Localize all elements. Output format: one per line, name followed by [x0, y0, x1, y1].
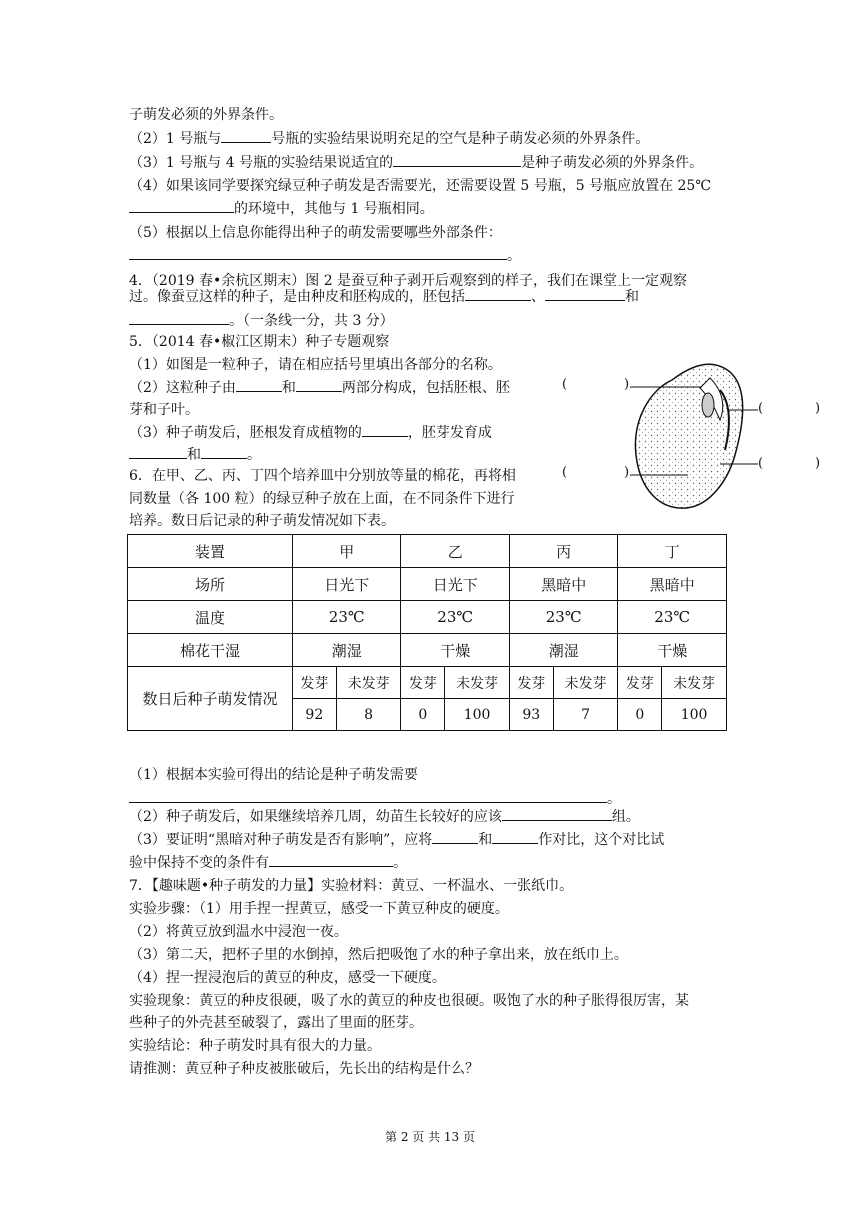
text-line: 子萌发必须的外界条件。 — [129, 107, 283, 123]
table-cell: 潮湿 — [509, 634, 617, 667]
text-span: 是种子萌发必须的外界条件。 — [521, 155, 704, 171]
text-line — [129, 198, 434, 220]
table-cell: 干燥 — [618, 634, 727, 667]
text-span: 和 — [478, 832, 493, 848]
blank[interactable] — [129, 310, 229, 325]
table-cell: 黑暗中 — [618, 568, 727, 601]
radicle-shape — [702, 393, 714, 417]
table-cell: 发芽 — [509, 667, 553, 699]
label-bracket-open: ( — [562, 377, 568, 392]
text-line: （4）捏一捏浸泡后的黄豆的种皮，感受一下硬度。 — [129, 970, 446, 986]
table-row — [128, 667, 727, 699]
blank[interactable] — [129, 788, 607, 803]
blank[interactable] — [269, 852, 393, 867]
table-header-cell: 丁 — [618, 535, 727, 568]
table-cell: 8 — [336, 699, 401, 731]
table-cell: 92 — [293, 699, 337, 731]
bean-seed-diagram — [560, 350, 840, 520]
table-cell: 0 — [618, 699, 662, 731]
label-bracket-close: ) — [815, 456, 821, 471]
text-span: 、 — [531, 289, 545, 305]
blank[interactable] — [296, 377, 342, 392]
text-line: 实验步骤：（1）用手捏一捏黄豆，感受一下黄豆种皮的硬度。 — [129, 901, 509, 917]
table-row — [128, 535, 727, 568]
text-line: （1）根据本实验可得出的结论是种子萌发需要 — [129, 767, 418, 783]
text-span: 两部分构成，包括胚根、胚 — [341, 380, 510, 396]
table-cell: 棉花干湿 — [128, 634, 293, 667]
table-cell: 23℃ — [293, 601, 401, 634]
blank[interactable] — [465, 286, 531, 301]
table-cell: 黑暗中 — [509, 568, 617, 601]
table-header-cell: 丙 — [509, 535, 617, 568]
table-cell: 场所 — [128, 568, 293, 601]
table-cell: 100 — [445, 699, 510, 731]
text-line: 4．（2019 春•余杭区期末）图 2 是蚕豆种子剥开后观察到的样子，我们在课堂上一定观察 — [129, 273, 688, 289]
table-header-cell: 乙 — [401, 535, 509, 568]
table-cell: 潮湿 — [293, 634, 401, 667]
text-line: （5）根据以上信息你能得出种子的萌发需要哪些外部条件： — [129, 225, 502, 241]
table-cell: 未发芽 — [336, 667, 401, 699]
text-span: （2）种子萌发后，如果继续培养几周，幼苗生长较好的应该 — [129, 809, 502, 825]
table-cell: 23℃ — [401, 601, 509, 634]
text-span: 。 — [507, 248, 521, 264]
text-span: （3）1 号瓶与 4 号瓶的实验结果说适宜的 — [129, 155, 394, 171]
text-line — [129, 806, 640, 828]
text-line — [129, 152, 703, 174]
table-row — [128, 568, 727, 601]
blank[interactable] — [492, 829, 538, 844]
text-span: 和 — [281, 380, 296, 396]
text-line: （3）第二天，把杯子里的水倒掉，然后把吸饱了水的种子拿出来，放在纸巾上。 — [129, 947, 628, 963]
text-span: ，胚芽发育成 — [407, 425, 492, 441]
table-cell: 23℃ — [509, 601, 617, 634]
text-line — [129, 245, 521, 267]
table-cell: 日光下 — [401, 568, 509, 601]
text-line: 实验现象：黄豆的种皮很硬，吸了水的黄豆的种皮也很硬。吸饱了水的种子胀得很厉害，某 — [129, 993, 689, 1009]
text-span: （3）要证明“黑暗对种子萌发是否有影响”，应将 — [129, 832, 433, 848]
cotyledon-shape — [635, 364, 742, 508]
blank[interactable] — [129, 444, 187, 459]
text-line: 芽和子叶。 — [129, 402, 199, 418]
table-cell: 发芽 — [293, 667, 337, 699]
table-cell: 日光下 — [293, 568, 401, 601]
text-line — [129, 444, 261, 466]
blank[interactable] — [432, 829, 478, 844]
blank[interactable] — [545, 286, 625, 301]
germination-table — [127, 534, 727, 731]
text-span: 作对比，这个对比试 — [538, 832, 665, 848]
text-span: 的环境中，其他与 1 号瓶相同。 — [234, 201, 434, 217]
blank[interactable] — [502, 806, 612, 821]
label-bracket-open: ( — [758, 401, 764, 416]
table-cell: 发芽 — [618, 667, 662, 699]
text-span: 。 — [247, 447, 261, 463]
text-span: 和 — [625, 289, 639, 305]
blank[interactable] — [236, 377, 282, 392]
label-bracket-close: ) — [815, 401, 821, 416]
page-number: 第 2 页 共 13 页 — [385, 1130, 475, 1144]
label-bracket-close: ) — [624, 377, 630, 392]
table-cell: 7 — [553, 699, 618, 731]
text-line: 些种子的外壳甚至破裂了，露出了里面的胚芽。 — [129, 1015, 423, 1031]
text-span: 验中保持不变的条件有 — [129, 855, 269, 871]
blank[interactable] — [393, 152, 521, 167]
text-line: 5．（2014 春•椒江区期末）种子专题观察 — [129, 334, 390, 350]
text-line: （2）将黄豆放到温水中浸泡一夜。 — [129, 924, 348, 940]
blank[interactable] — [129, 198, 234, 213]
text-line — [129, 310, 394, 332]
blank[interactable] — [221, 128, 271, 143]
table-row — [128, 601, 727, 634]
table-cell: 干燥 — [401, 634, 509, 667]
text-line: 6．在甲、乙、丙、丁四个培养皿中分别放等量的棉花，再将相 — [129, 468, 516, 484]
table-cell: 数日后种子萌发情况 — [128, 667, 293, 731]
text-line — [129, 377, 510, 399]
blank[interactable] — [201, 444, 247, 459]
text-line — [129, 422, 492, 444]
text-span: （2）这粒种子由 — [129, 380, 236, 396]
table-cell: 93 — [509, 699, 553, 731]
text-span: （3）种子萌发后，胚根发育成植物的 — [129, 425, 362, 441]
text-span: 组。 — [611, 809, 640, 825]
table-cell: 100 — [662, 699, 727, 731]
text-line: （1）如图是一粒种子，请在相应括号里填出各部分的名称。 — [129, 357, 502, 373]
table-header-cell: 装置 — [128, 535, 293, 568]
table-cell: 23℃ — [618, 601, 727, 634]
text-line — [129, 286, 639, 308]
text-line: （4）如果该同学要探究绿豆种子萌发是否需要光，还需要设置 5 号瓶，5 号瓶应放置在 25℃ — [129, 178, 711, 194]
text-line — [129, 829, 664, 851]
text-line — [129, 852, 407, 874]
text-line: 请推测：黄豆种子种皮被胀破后，先长出的结构是什么？ — [129, 1061, 479, 1077]
label-bracket-open: ( — [758, 456, 764, 471]
table-header-cell: 甲 — [293, 535, 401, 568]
blank[interactable] — [362, 422, 408, 437]
text-line: 培养。数日后记录的种子萌发情况如下表。 — [129, 513, 395, 529]
text-span: 。（一条线一分，共 3 分） — [229, 313, 394, 329]
text-line — [129, 128, 649, 150]
text-span: 。 — [607, 791, 621, 807]
table-row — [128, 634, 727, 667]
table-cell: 温度 — [128, 601, 293, 634]
table-cell: 发芽 — [401, 667, 445, 699]
text-line: 同数量（各 100 粒）的绿豆种子放在上面，在不同条件下进行 — [129, 491, 515, 507]
label-bracket-close: ) — [624, 465, 630, 480]
text-span: 号瓶的实验结果说明充足的空气是种子萌发必须的外界条件。 — [271, 131, 650, 147]
text-span: 。 — [393, 855, 407, 871]
text-line: 7．【趣味题•种子萌发的力量】实验材料：黄豆、一杯温水、一张纸巾。 — [129, 878, 574, 894]
text-line: 实验结论：种子萌发时具有很大的力量。 — [129, 1038, 381, 1054]
table-cell: 0 — [401, 699, 445, 731]
table-cell: 未发芽 — [445, 667, 510, 699]
text-span: 过。像蚕豆这样的种子，是由种皮和胚构成的，胚包括 — [129, 289, 465, 305]
label-bracket-open: ( — [562, 465, 568, 480]
table-cell: 未发芽 — [662, 667, 727, 699]
table-cell: 未发芽 — [553, 667, 618, 699]
blank[interactable] — [129, 245, 507, 260]
text-span: （2）1 号瓶与 — [129, 131, 222, 147]
text-span: 和 — [187, 447, 201, 463]
